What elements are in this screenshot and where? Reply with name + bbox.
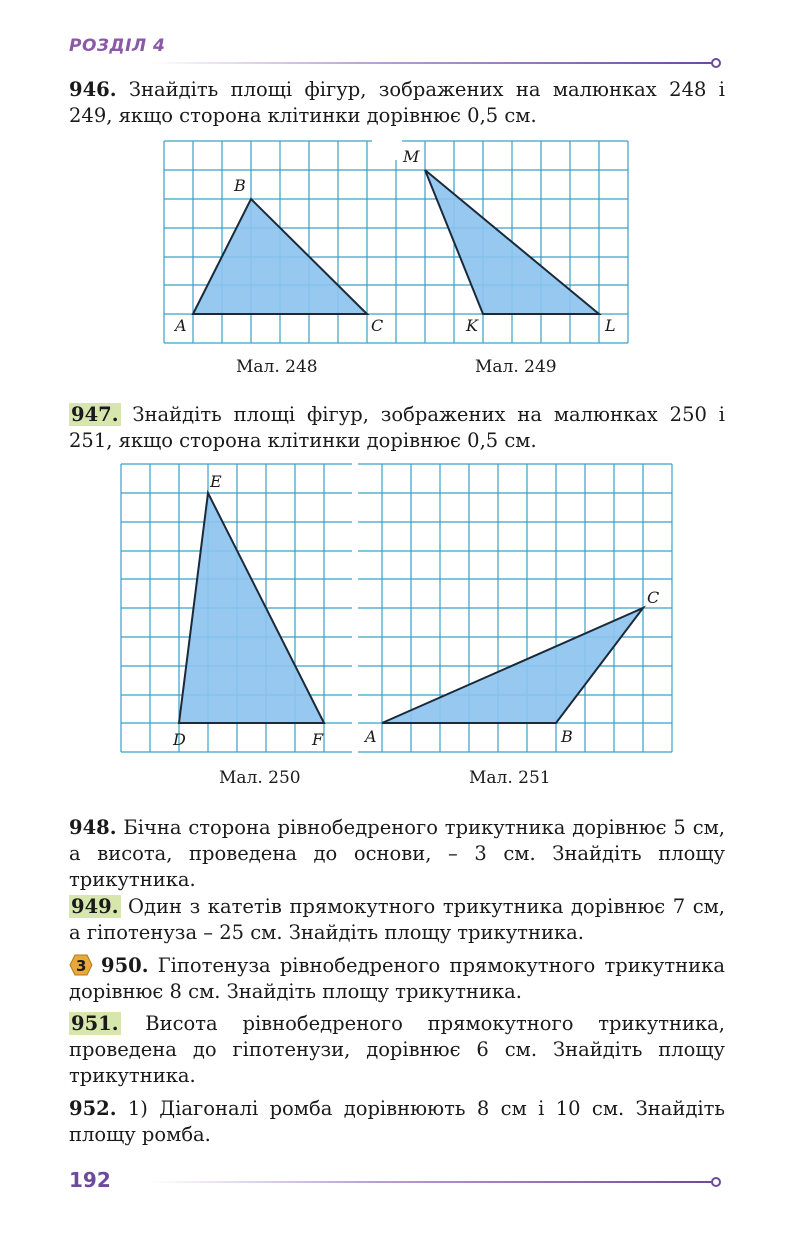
exercise-950	[69, 953, 725, 1005]
exercise-text: Один з катетів прямокутного трикутника дорівнює 7 см, а гіпотенуза – 25 см. Знайдіть площу трикутника.	[69, 895, 725, 944]
label-e: E	[210, 472, 222, 491]
exercise-number: 947.	[71, 403, 119, 426]
figure-250-251-grid	[110, 455, 690, 765]
label-b-251: B	[561, 727, 573, 746]
label-c: C	[371, 316, 384, 335]
exercise-text: Висота рівнобедреного прямокутного трикутника, проведена до гіпотенузи, дорівнює 6 см. Знайдіть площу трикутника.	[69, 1012, 725, 1087]
header-divider-dot	[711, 58, 721, 68]
label-b: B	[234, 176, 246, 195]
exercise-number: 948.	[69, 816, 117, 839]
exercise-number: 952.	[69, 1097, 117, 1120]
exercise-947	[69, 402, 725, 454]
exercise-number: 951.	[71, 1012, 119, 1035]
caption-250: Мал. 250	[219, 768, 301, 788]
caption-251: Мал. 251	[469, 768, 551, 788]
label-a-251: A	[365, 727, 377, 746]
exercise-text: Знайдіть площі фігур, зображених на малюнках 248 і 249, якщо сторона клітинки дорівнює 0,5 см.	[69, 78, 725, 127]
footer-divider	[150, 1181, 712, 1183]
caption-248: Мал. 248	[236, 357, 318, 377]
label-k: K	[466, 316, 478, 335]
label-f: F	[312, 730, 324, 749]
exercise-951	[69, 1011, 725, 1089]
exercise-number: 950.	[101, 954, 149, 977]
exercise-text: 1) Діагоналі ромба дорівнюють 8 см і 10 см. Знайдіть площу ромба.	[69, 1097, 726, 1146]
caption-249: Мал. 249	[475, 357, 557, 377]
difficulty-badge	[69, 954, 93, 976]
header-divider	[150, 62, 712, 64]
exercise-text: Гіпотенуза рівнобедреного прямокутного трикутника дорівнює 8 см. Знайдіть площу трикутника.	[69, 954, 725, 1003]
exercise-952	[69, 1096, 725, 1148]
label-m: M	[403, 147, 420, 166]
label-d: D	[173, 730, 186, 749]
exercise-number: 949.	[71, 895, 119, 918]
label-a: A	[175, 316, 187, 335]
page-number: 192	[69, 1168, 111, 1192]
section-title: РОЗДІЛ 4	[69, 36, 166, 56]
footer-divider-dot	[711, 1177, 721, 1187]
exercise-text: Знайдіть площі фігур, зображених на малюнках 250 і 251, якщо сторона клітинки дорівнює 0,5 см.	[69, 403, 725, 452]
label-c-251: C	[647, 588, 660, 607]
figure-248-249-grid	[150, 130, 650, 355]
exercise-946	[69, 77, 725, 129]
badge-level: 3	[76, 957, 87, 975]
exercise-948	[69, 815, 725, 893]
label-l: L	[605, 316, 616, 335]
exercise-number: 946.	[69, 78, 117, 101]
exercise-text: Бічна сторона рівнобедреного трикутника дорівнює 5 см, а висота, проведена до основи, – 3 см. Знайдіть площу трикутника.	[69, 816, 725, 891]
exercise-949	[69, 894, 725, 946]
